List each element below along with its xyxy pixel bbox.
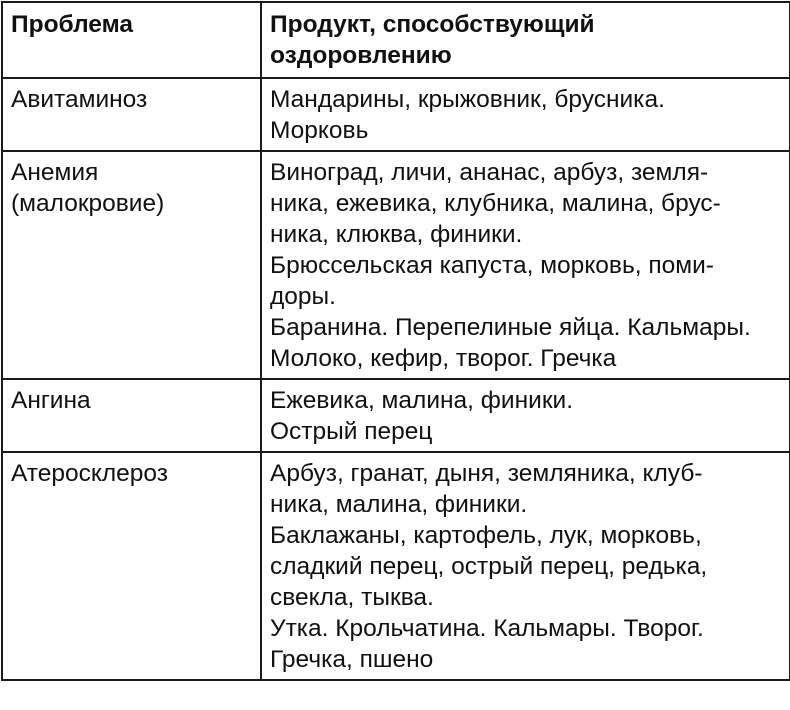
problem-text: (малокровие) [11, 190, 165, 217]
problem-text: Авитаминоз [11, 86, 148, 113]
product-text: Утка. Крольчатина. Кальмары. Творог. [270, 615, 704, 642]
header-product-label-line2: оздоровлению [270, 42, 452, 69]
problem-cell [2, 151, 261, 379]
product-text: Виноград, личи, ананас, арбуз, земля- [270, 159, 709, 186]
table-row [2, 379, 790, 452]
product-text: доры. [270, 283, 336, 310]
product-cell [261, 379, 790, 452]
product-text: Острый перец [270, 418, 433, 445]
product-text: Морковь [270, 117, 369, 144]
product-text: ника, малина, финики. [270, 491, 528, 518]
header-product [261, 2, 790, 78]
header-problem [2, 2, 261, 78]
product-text: Мандарины, крыжовник, брусника. [270, 86, 665, 113]
health-products-table [1, 1, 790, 681]
table-row [2, 452, 790, 680]
problem-cell [2, 452, 261, 680]
table-row [2, 78, 790, 151]
product-cell [261, 78, 790, 151]
table-header-row [2, 2, 790, 78]
product-cell [261, 452, 790, 680]
product-text: Баранина. Перепелиные яйца. Кальмары. [270, 314, 751, 341]
product-text: Гречка, пшено [270, 646, 434, 673]
product-text: Молоко, кефир, творог. Гречка [270, 345, 617, 372]
problem-cell [2, 379, 261, 452]
product-text: Баклажаны, картофель, лук, морковь, [270, 522, 702, 549]
product-text: Брюссельская капуста, морковь, поми- [270, 252, 714, 279]
problem-text: Атеросклероз [11, 460, 169, 487]
problem-cell [2, 78, 261, 151]
table-row [2, 151, 790, 379]
product-text: Ежевика, малина, финики. [270, 387, 574, 414]
product-text: Арбуз, гранат, дыня, земляника, клуб- [270, 460, 703, 487]
problem-text: Ангина [11, 387, 91, 414]
product-text: ника, клюква, финики. [270, 221, 523, 248]
product-cell [261, 151, 790, 379]
product-text: свекла, тыква. [270, 584, 434, 611]
header-problem-label: Проблема [11, 11, 134, 38]
product-text: сладкий перец, острый перец, редька, [270, 553, 708, 580]
problem-text: Анемия [11, 159, 99, 186]
header-product-label-line1: Продукт, способствующий [270, 11, 595, 38]
product-text: ника, ежевика, клубника, малина, брус- [270, 190, 721, 217]
